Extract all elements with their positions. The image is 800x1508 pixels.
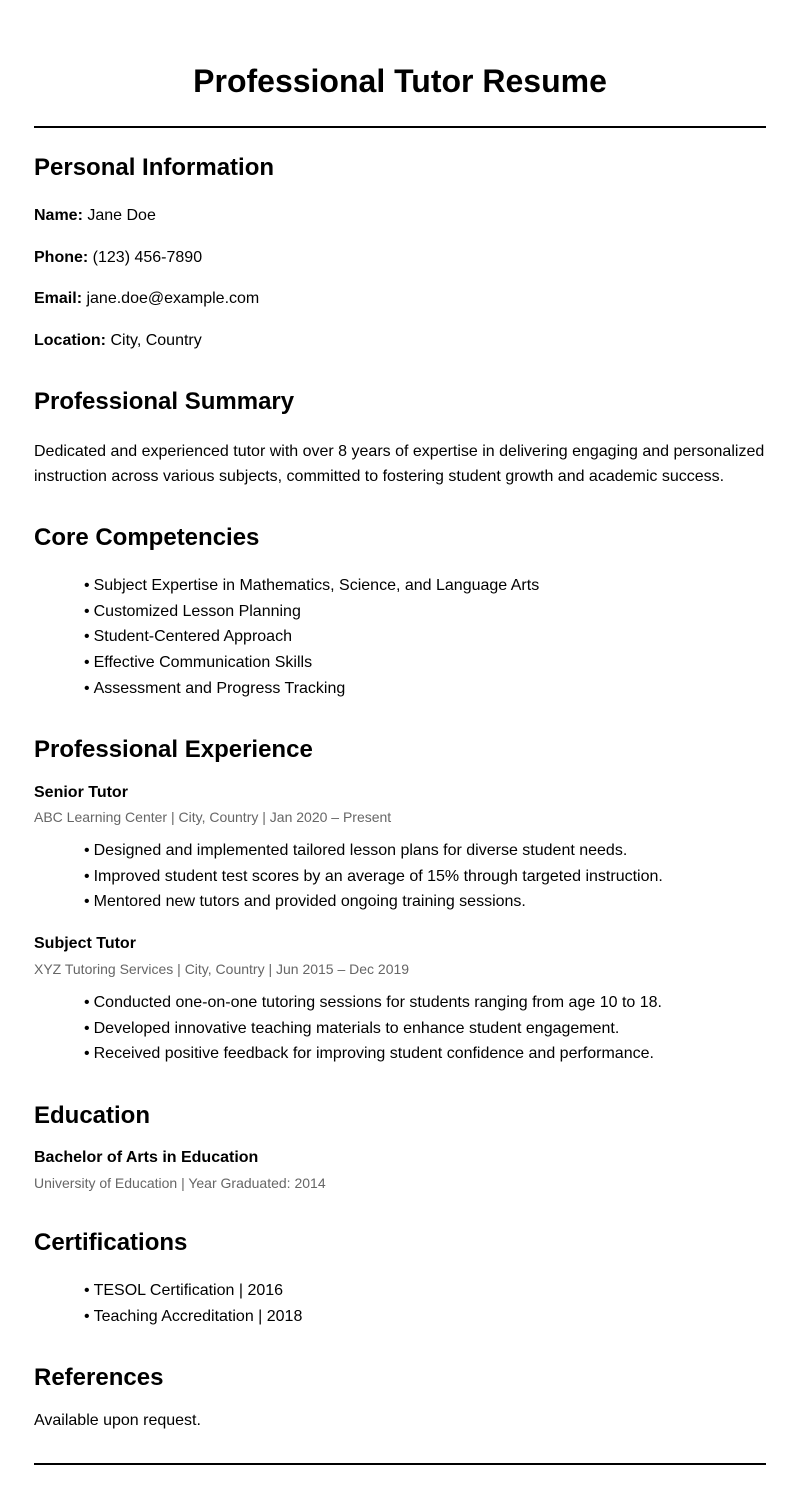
email-value: jane.doe@example.com (86, 290, 260, 307)
references-heading: References (34, 1364, 164, 1391)
job-title: Subject Tutor (34, 935, 136, 952)
list-item: • Designed and implemented tailored lesson plans for diverse student needs. (84, 838, 663, 864)
list-item: • TESOL Certification | 2016 (84, 1278, 302, 1304)
list-item: • Effective Communication Skills (84, 650, 539, 676)
job-meta: XYZ Tutoring Services | City, Country | Jun 2015 – Dec 2019 (34, 961, 410, 977)
job-bullets (84, 990, 662, 1067)
summary-heading: Professional Summary (34, 388, 295, 415)
list-item: • Customized Lesson Planning (84, 599, 539, 625)
personal-info-heading: Personal Information (34, 154, 275, 181)
competencies-list (84, 573, 539, 702)
list-item: • Teaching Accreditation | 2018 (84, 1304, 302, 1330)
experience-heading: Professional Experience (34, 736, 313, 763)
certifications-list (84, 1278, 302, 1329)
email-label: Email: (34, 290, 83, 307)
list-item: • Developed innovative teaching materials to enhance student engagement. (84, 1016, 662, 1042)
education-heading: Education (34, 1102, 151, 1129)
header-divider (34, 126, 766, 128)
name-row (34, 206, 156, 226)
name-value: Jane Doe (87, 207, 156, 224)
list-item: • Received positive feedback for improving student confidence and performance. (84, 1041, 662, 1067)
location-value: City, Country (110, 332, 202, 349)
email-row (34, 289, 259, 309)
list-item: • Improved student test scores by an average of 15% through targeted instruction. (84, 864, 663, 890)
list-item: • Conducted one-on-one tutoring sessions for students ranging from age 10 to 18. (84, 990, 662, 1016)
competencies-heading: Core Competencies (34, 524, 260, 551)
list-item: • Assessment and Progress Tracking (84, 676, 539, 702)
location-label: Location: (34, 332, 106, 349)
references-text: Available upon request. (34, 1412, 201, 1429)
list-item: • Subject Expertise in Mathematics, Science, and Language Arts (84, 573, 539, 599)
job-title: Senior Tutor (34, 784, 128, 801)
page-title: Professional Tutor Resume (193, 63, 607, 99)
location-row (34, 331, 202, 351)
phone-value: (123) 456-7890 (92, 249, 203, 266)
certifications-heading: Certifications (34, 1229, 188, 1256)
phone-label: Phone: (34, 249, 89, 266)
summary-text: Dedicated and experienced tutor with over 8 years of expertise in delivering engaging and personalized instruction across various subjects, committed to fostering student growth and academic success. (34, 443, 765, 485)
footer-divider (34, 1463, 766, 1465)
job-bullets (84, 838, 663, 915)
phone-row (34, 248, 202, 268)
degree-title: Bachelor of Arts in Education (34, 1149, 259, 1166)
name-label: Name: (34, 207, 83, 224)
list-item: • Student-Centered Approach (84, 624, 539, 650)
list-item: • Mentored new tutors and provided ongoing training sessions. (84, 889, 663, 915)
job-meta: ABC Learning Center | City, Country | Jan 2020 – Present (34, 809, 392, 825)
education-meta: University of Education | Year Graduated: 2014 (34, 1175, 326, 1191)
